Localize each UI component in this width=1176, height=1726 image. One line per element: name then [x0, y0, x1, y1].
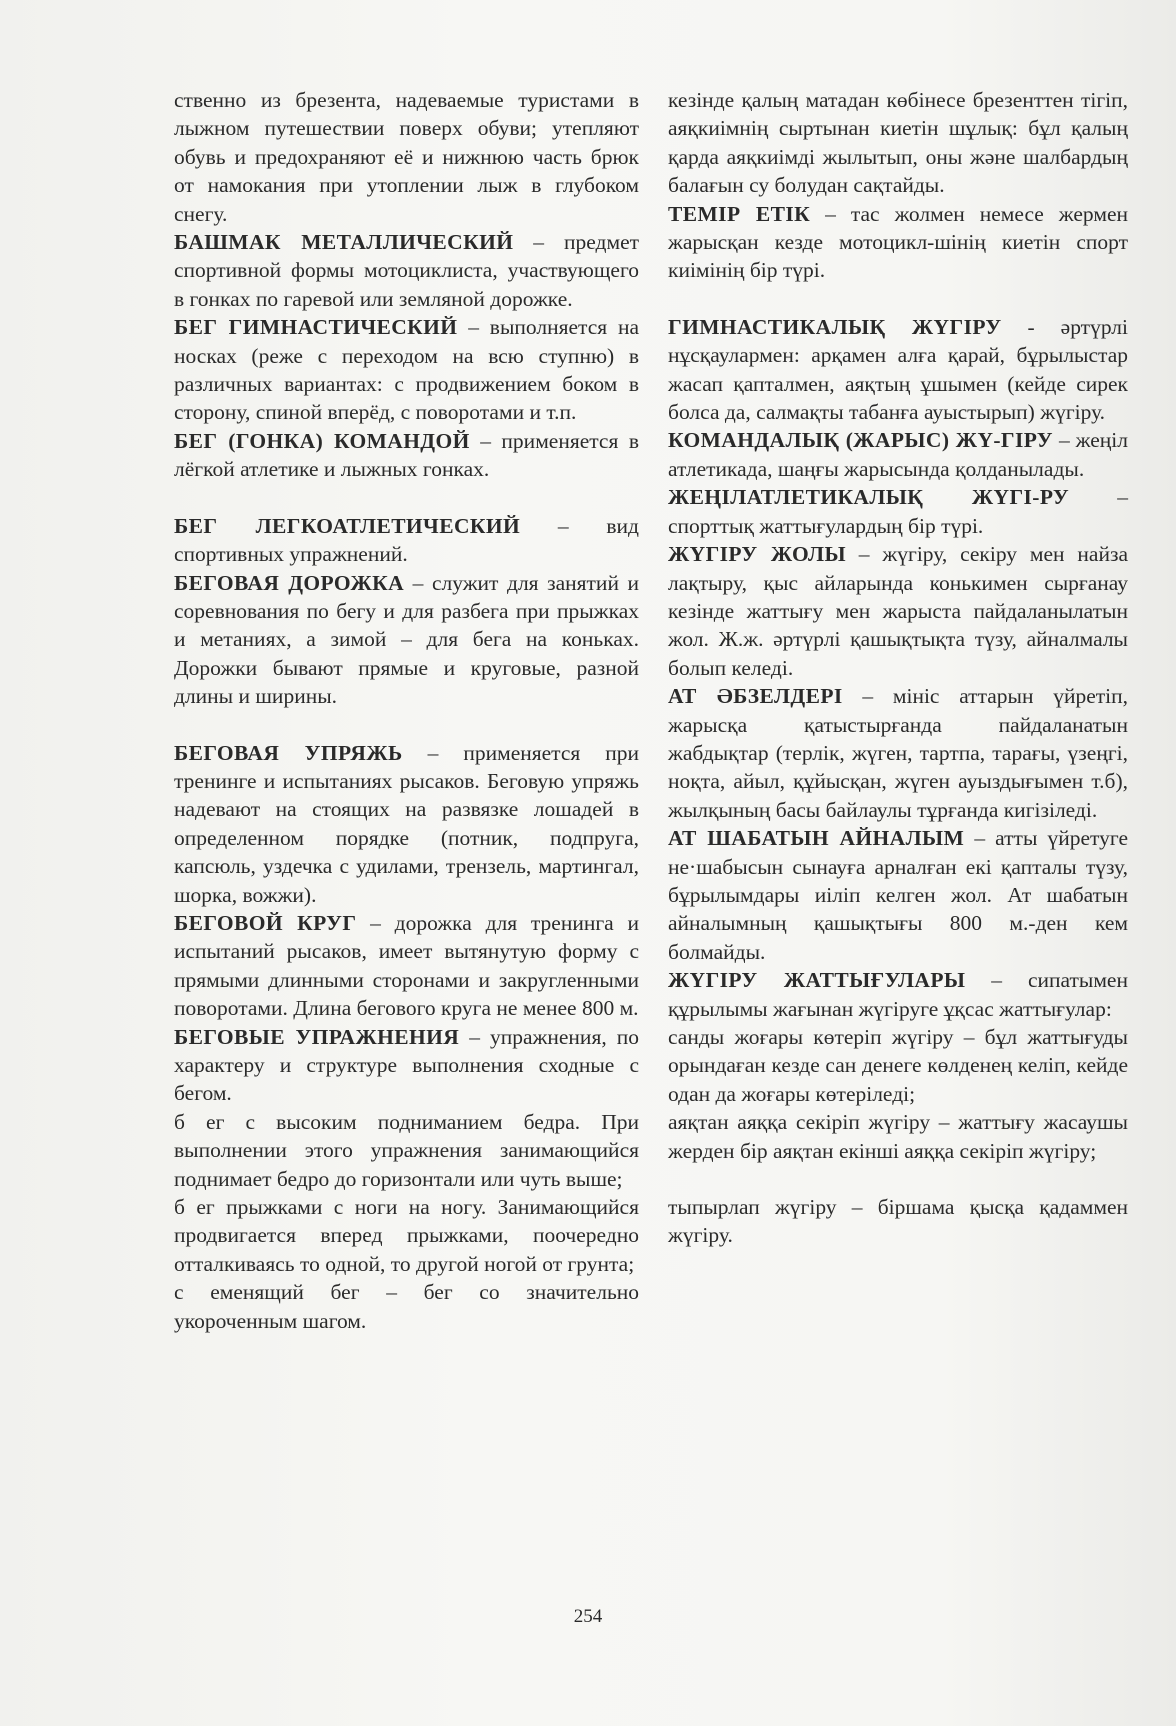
- entry-term: ГИМНАСТИКАЛЫҚ ЖҮГІРУ: [668, 314, 1002, 339]
- entry-definition: – жеңіл атлетикада, шаңғы жарысында қолданылады.: [668, 428, 1128, 481]
- entry-term: АТ ШАБАТЫН АЙНАЛЫМ: [668, 826, 965, 851]
- dictionary-entry: [668, 86, 1128, 200]
- dictionary-entry: [174, 228, 639, 313]
- entry-term: БЕГОВАЯ ДОРОЖКА: [174, 570, 405, 595]
- entry-definition: – служит для занятий и соревнования по бегу и для разбега при прыжках и метаниях, а зимой – для бега на коньках. Дорожки бывают прямые и круговые, разной длины и ширины.: [174, 570, 640, 709]
- entry-definition: – сипатымен құрылымы жағынан жүгіруге ұқсас жаттығулар:: [668, 968, 1128, 1021]
- entry-definition: - әртүрлі нұсқаулармен: арқамен алға қарай, бұрылыстар жасап қапталмен, аяқтың ұшымен (кейде сирек болса да, салмақты табанға ауыстырып) жүгіру.: [668, 314, 1128, 425]
- entry-definition: – применяется в лёгкой атлетике и лыжных гонках.: [174, 428, 639, 482]
- dictionary-entry: [668, 1108, 1128, 1165]
- dictionary-entry: [668, 1193, 1128, 1250]
- dictionary-entry: [174, 512, 639, 569]
- entry-spacer: [174, 484, 639, 512]
- entry-definition: б ег с высоким подниманием бедра. При выполнении этого упражнения занимающийся поднимает бедро до горизонтали или чуть выше;: [174, 1109, 639, 1191]
- entry-definition: кезінде қалың матадан көбінесе брезенттен тігіп, аяқкиімнің сыртынан киетін шұлық: бұл қалың қарда аяқкиімді жылытып, оны және шалбардың балағын су болудан сақтайды.: [668, 88, 1128, 198]
- entry-term: ЖҮГІРУ ЖАТТЫҒУЛАРЫ: [668, 968, 966, 993]
- entry-definition: санды жоғары көтеріп жүгіру – бұл жаттығуды орындаған кезде сан денеге көлденең келіп, кейде одан да жоғары көтеріледі;: [668, 1025, 1128, 1106]
- dictionary-entry: [174, 569, 639, 711]
- entry-term: ЖЕҢІЛАТЛЕТИКАЛЫҚ ЖҮГІ-РУ: [668, 485, 1070, 510]
- dictionary-entry: [668, 483, 1128, 540]
- entry-term: БЕГОВАЯ УПРЯЖЬ: [174, 740, 403, 765]
- entry-definition: – вид спортивных упражнений.: [174, 513, 639, 567]
- dictionary-entry: [174, 313, 639, 427]
- entry-spacer: [174, 711, 639, 739]
- entry-definition: – мініс аттарын үйретіп, жарысқа қатыстырғанда пайдаланатын жабдықтар (терлік, жүген, тартпа, тарағы, үзеңгі, ноқта, айыл, құйысқан, жүген ауыздығымен т.б), жылқының басы байлаулы тұрғанда кигізіледі.: [668, 684, 1129, 822]
- entry-definition: ственно из брезента, надеваемые туристами в лыжном путешествии поверх обуви; утепляют обувь и предохраняют её и нижнюю часть брюк от намокания при утоплении лыж в глубоком снегу.: [174, 88, 639, 226]
- entry-definition: – атты үйретуге не·шабысын сынауға арналған екі қапталы түзу, бұрылымдары иіліп келген жол. Ат шабатын айналымның қашықтығы 800 м.-ден кем болмайды.: [668, 826, 1128, 964]
- entry-term: ЖҮГІРУ ЖОЛЫ: [668, 542, 846, 567]
- dictionary-entry: [668, 1023, 1128, 1108]
- entry-definition: – тас жолмен немесе жермен жарысқан кезде мотоцикл-шінің киетін спорт киімінің бір түрі.: [668, 201, 1128, 283]
- entry-definition: тыпырлап жүгіру – біршама қысқа қадаммен жүгіру.: [668, 1195, 1128, 1248]
- entry-term: БЕГОВОЙ КРУГ: [174, 910, 357, 935]
- entry-term: БЕГ ГИМНАСТИЧЕСКИЙ: [174, 315, 458, 340]
- page-number: 254: [573, 1606, 603, 1627]
- entry-term: ТЕМІР ЕТІК: [668, 201, 811, 226]
- dictionary-entry: [174, 739, 639, 909]
- entry-spacer: [668, 1165, 1128, 1193]
- entry-spacer: [668, 285, 1128, 313]
- entry-definition: – жүгіру, секіру мен найза лақтыру, қыс айларында конькимен сырғанау кезінде жаттығу мен жарыста пайдаланылатын жол. Ж.ж. әртүрлі қашықтықта түзу, айналмалы болып келеді.: [668, 542, 1128, 680]
- left-column-russian: [174, 86, 639, 1335]
- entry-term: КОМАНДАЛЫҚ (ЖАРЫС) ЖҮ-ГІРУ: [668, 428, 1053, 453]
- dictionary-entry: [174, 1108, 639, 1193]
- dictionary-entry: [174, 1278, 639, 1335]
- dictionary-entry: [174, 427, 639, 484]
- dictionary-entry: [668, 682, 1128, 824]
- dictionary-entry: [174, 1193, 639, 1278]
- dictionary-entry: [668, 426, 1128, 483]
- dictionary-entry: [668, 540, 1128, 682]
- dictionary-entry: [174, 86, 639, 228]
- entry-definition: – предмет спортивной формы мотоциклиста, участвующего в гонках по гаревой или земляной дорожке.: [174, 230, 640, 311]
- dictionary-entry: [174, 909, 639, 1023]
- dictionary-entry: [668, 824, 1128, 966]
- entry-term: АТ ӘБЗЕЛДЕРІ: [668, 684, 843, 709]
- entry-definition: – выполняется на носках (реже с переходом на всю ступню) в различных вариантах: с продвижением боком в сторону, спиной вперёд, с поворотами и т.п.: [174, 315, 639, 425]
- dictionary-entry: [174, 1023, 639, 1108]
- entry-definition: – спорттық жаттығулардың бір түрі.: [668, 485, 1128, 538]
- entry-definition: – дорожка для тренинга и испытаний рысаков, имеет вытянутую форму с прямыми длинными сторонами и закругленными поворотами. Длина бегового круга не менее 800 м.: [174, 910, 639, 1021]
- dictionary-entry: [668, 966, 1128, 1023]
- entry-definition: – упражнения, по характеру и структуре выполнения сходные с бегом.: [174, 1024, 639, 1106]
- entry-definition: аяқтан аяққа секіріп жүгіру – жаттығу жасаушы жерден бір аяқтан екінші аяққа секіріп жүгіру;: [668, 1110, 1128, 1163]
- right-column-kazakh: [668, 86, 1128, 1250]
- entry-term: БЕГ (ГОНКА) КОМАНДОЙ: [174, 428, 470, 453]
- entry-definition: – применяется при тренинге и испытаниях рысаков. Беговую упряжь надевают на стоящих на развязке лошадей в определенном порядке (потник, подпруга, капсюль, уздечка с удилами, трензель, мартингал, шорка, вожжи).: [174, 740, 640, 907]
- entry-term: БЕГ ЛЕГКОАТЛЕТИЧЕСКИЙ: [174, 513, 521, 538]
- entry-term: БЕГОВЫЕ УПРАЖНЕНИЯ: [174, 1024, 460, 1049]
- entry-definition: б ег прыжками с ноги на ногу. Занимающийся продвигается вперед прыжками, поочередно отталкиваясь то одной, то другой ногой от грунта;: [174, 1195, 639, 1276]
- entry-definition: с еменящий бег – бег со значительно укороченным шагом.: [174, 1280, 639, 1333]
- entry-term: БАШМАК МЕТАЛЛИЧЕСКИЙ: [174, 230, 514, 255]
- dictionary-entry: [668, 313, 1128, 427]
- dictionary-entry: [668, 200, 1128, 285]
